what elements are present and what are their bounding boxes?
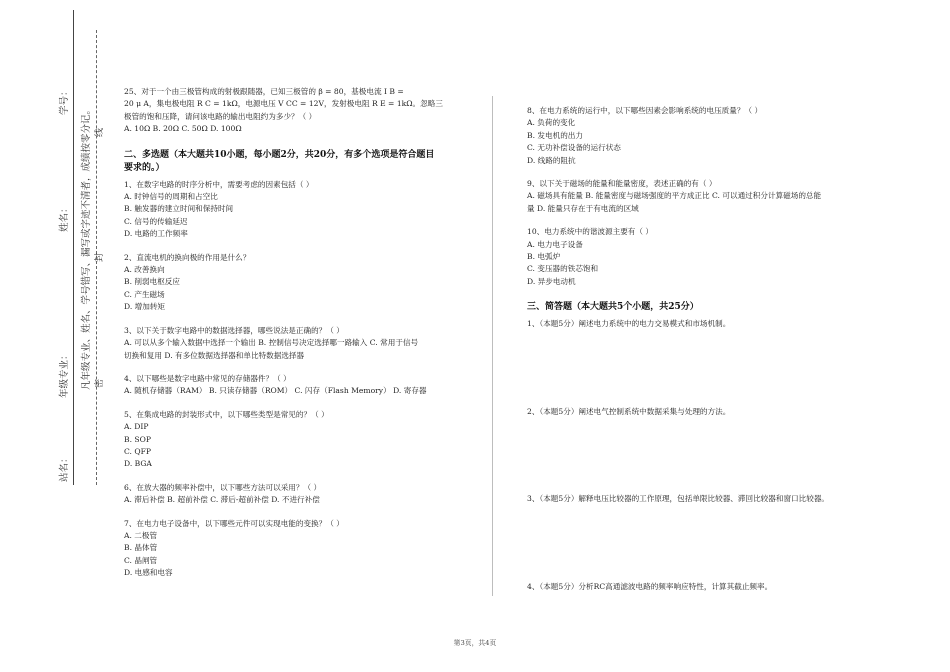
q8-option-b: B. 发电机的出力 — [527, 130, 583, 140]
question-25 — [124, 86, 474, 136]
column-divider — [492, 96, 493, 596]
question-5 — [124, 409, 474, 471]
question-10 — [527, 226, 867, 288]
q10-stem: 10、电力系统中的谐波源主要有（ ） — [527, 227, 653, 237]
q8-option-c: C. 无功补偿设备的运行状态 — [527, 143, 621, 153]
school-label: 站名： — [59, 453, 70, 482]
q8-stem: 8、在电力系统的运行中，以下哪些因素会影响系统的电压质量？（ ） — [527, 106, 763, 115]
question-3 — [124, 325, 474, 362]
question-1 — [124, 179, 474, 241]
q1-option-a: A. 时钟信号的周期和占空比 — [124, 192, 218, 202]
seal-feng: 封 — [95, 252, 105, 262]
q1-option-d: D. 电路的工作频率 — [124, 229, 188, 239]
section2-title — [124, 149, 474, 175]
q8-option-d: D. 线路的阻抗 — [527, 155, 576, 165]
seal-mi: 密 — [95, 378, 105, 388]
q10-option-c: C. 变压器的铁芯饱和 — [527, 264, 599, 274]
right-column — [527, 105, 867, 593]
q2-stem: 2、直流电机的换向极的作用是什么？ — [124, 252, 251, 262]
class-label: 年级专业： — [59, 350, 70, 398]
q25-stem-line1: 25、对于一个由三极管构成的射极跟随器，已知三极管的 β = 80，基极电流 I B = — [124, 87, 404, 96]
q3-options-line2: 切换和复用 D. 有多位数据选择器和单比特数据选择器 — [124, 350, 305, 360]
q7-option-d: D. 电感和电容 — [124, 568, 173, 578]
question-2 — [124, 252, 474, 314]
q1-option-b: B. 触发器的建立时间和保持时间 — [124, 204, 234, 214]
short-question-2: 2、（本题5分）阐述电气控制系统中数据采集与处理的方法。 — [527, 406, 731, 416]
left-column — [124, 86, 474, 580]
q25-stem-line3: 极管的饱和压降，请问该电路的输出电阻约为多少？（ ） — [124, 111, 317, 121]
q6-stem: 6、在放大器的频率补偿中，以下哪些方法可以采用？（ ） — [124, 482, 322, 492]
q10-option-b: B. 电弧炉 — [527, 252, 561, 262]
section3-title: 三、简答题（本大题共5个小题，共25分） — [527, 302, 699, 313]
short-question-4: 4、（本题5分）分析RC高通滤波电路的频率响应特性，计算其截止频率。 — [527, 581, 773, 591]
q7-option-a: A. 二极管 — [124, 530, 158, 540]
question-4 — [124, 373, 474, 398]
q2-option-a: A. 改善换向 — [124, 265, 165, 275]
q7-stem: 7、在电力电子设备中，以下哪些元件可以实现电能的变换？（ ） — [124, 518, 344, 528]
binding-notice: 凡年级专业、姓名、学号错写、漏写或字迹不清者，成绩按零分记。 — [81, 104, 92, 390]
q3-stem: 3、以下关于数字电路中的数据选择器，哪些说法是正确的？（ ） — [124, 325, 344, 335]
q9-options-line2: 量 D. 能量只存在于有电流的区域 — [527, 203, 639, 213]
short-question-1: 1、（本题5分）阐述电力系统中的电力交易模式和市场机制。 — [527, 319, 731, 329]
q2-option-d: D. 增加转矩 — [124, 302, 166, 312]
q2-option-b: B. 削弱电枢反应 — [124, 277, 180, 287]
student-id-label: 学号： — [59, 86, 70, 115]
q10-option-a: A. 电力电子设备 — [527, 239, 583, 249]
q4-options: A. 随机存储器（RAM） B. 只读存储器（ROM） C. 闪存（Flash Memory） D. 寄存器 — [124, 386, 427, 396]
question-7 — [124, 518, 474, 580]
q6-options: A. 滞后补偿 B. 超前补偿 C. 滞后-超前补偿 D. 不进行补偿 — [124, 495, 320, 505]
seal-xian: 线 — [95, 127, 105, 137]
binding-strip — [0, 0, 120, 672]
q10-option-d: D. 异步电动机 — [527, 276, 576, 286]
q9-options-line1: A. 磁场具有能量 B. 能量密度与磁场强度的平方成正比 C. 可以通过积分计算磁场的总能 — [527, 191, 822, 201]
page-footer: 第3页，共4页 — [453, 639, 497, 647]
q5-stem: 5、在集成电路的封装形式中，以下哪些类型是常见的？（ ） — [124, 409, 329, 419]
q5-option-b: B. SOP — [124, 434, 151, 444]
binding-line-outer — [73, 10, 74, 485]
q25-stem-line2: 20 μ A，集电极电阻 R C = 1kΩ，电源电压 V CC = 12V，发射极电阻 R E = 1kΩ。忽略三 — [124, 99, 443, 109]
q3-options-line1: A. 可以从多个输入数据中选择一个输出 B. 控制信号决定选择哪一路输入 C. 常用于信号 — [124, 338, 419, 348]
q25-options: A. 10Ω B. 20Ω C. 50Ω D. 100Ω — [124, 124, 242, 134]
q5-option-a: A. DIP — [124, 422, 149, 432]
q1-stem: 1、在数字电路的时序分析中，需要考虑的因素包括（ ） — [124, 179, 314, 189]
q9-stem: 9、以下关于磁场的能量和能量密度，表述正确的有（ ） — [527, 179, 717, 189]
q2-option-c: C. 产生磁场 — [124, 289, 165, 299]
question-6 — [124, 482, 474, 507]
q8-option-a: A. 负荷的变化 — [527, 118, 576, 128]
short-question-3: 3、（本题5分）解释电压比较器的工作原理，包括单限比较器、滞回比较器和窗口比较器。 — [527, 494, 830, 504]
section2-title-line2: 要求的。） — [124, 162, 165, 173]
q4-stem: 4、以下哪些是数字电路中常见的存储器件？（ ） — [124, 373, 291, 383]
q5-option-d: D. BGA — [124, 459, 152, 469]
q7-option-b: B. 晶体管 — [124, 543, 158, 553]
name-label: 姓名： — [59, 203, 70, 232]
question-9 — [527, 178, 867, 215]
q5-option-c: C. QFP — [124, 446, 151, 456]
q7-option-c: C. 晶闸管 — [124, 555, 158, 565]
q1-option-c: C. 信号的传输延迟 — [124, 216, 188, 226]
section2-title-line1: 二、多选题（本大题共10小题，每小题2分，共20分，有多个选项是符合题目 — [124, 149, 435, 160]
question-8 — [527, 105, 867, 167]
